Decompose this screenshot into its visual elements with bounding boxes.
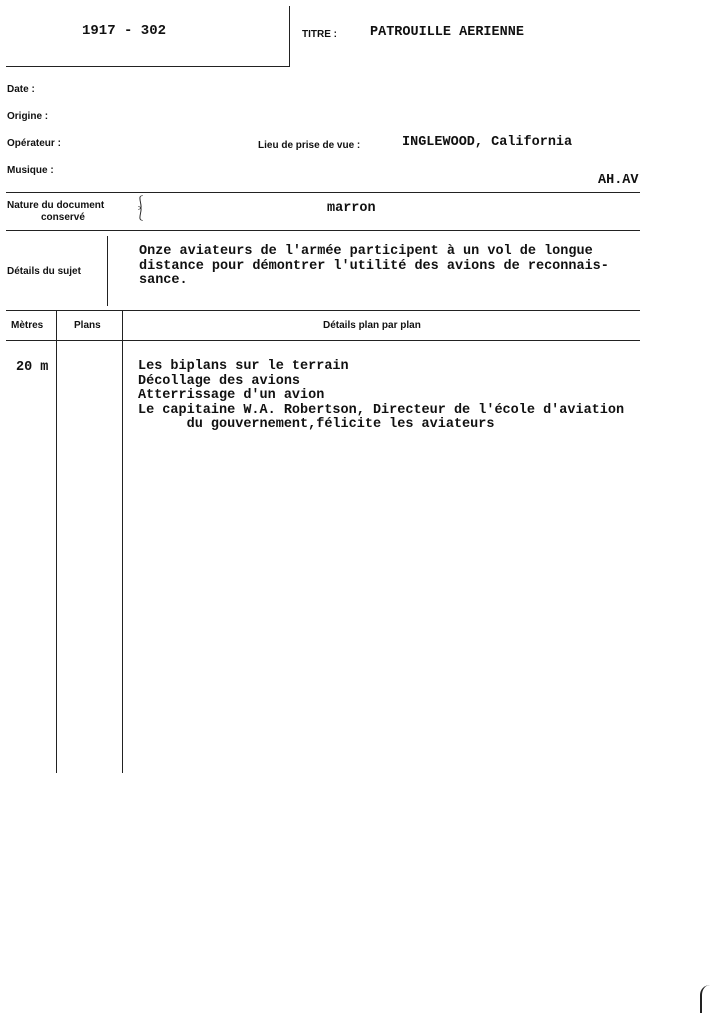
header-details: Détails plan par plan	[323, 320, 421, 331]
sujet-top-rule	[6, 230, 640, 231]
date-label: Date :	[7, 84, 35, 95]
archive-code: AH.AV	[598, 173, 639, 188]
header-box-right	[289, 6, 290, 67]
lieu-label: Lieu de prise de vue :	[258, 140, 361, 151]
sujet-line-3: sance.	[139, 273, 188, 288]
titre-value: PATROUILLE AERIENNE	[370, 25, 524, 40]
table-col-divider-1	[56, 311, 57, 773]
lieu-value: INGLEWOOD, California	[402, 135, 573, 150]
table-top-rule	[6, 310, 640, 311]
header-metres: Mètres	[11, 320, 44, 331]
table-header-rule	[6, 340, 640, 341]
nature-label-line1: Nature du document	[7, 200, 105, 211]
row-shot-line-2: Décollage des avions	[138, 374, 301, 389]
row-shot-line-4: Le capitaine W.A. Robertson, Directeur de l'école d'aviation	[138, 403, 625, 418]
page-corner-mark	[700, 985, 711, 1013]
document-reference: 1917 - 302	[82, 23, 167, 39]
header-plans: Plans	[74, 320, 101, 331]
header-box-bottom	[6, 66, 290, 67]
sujet-line-1: Onze aviateurs de l'armée participent à un vol de longue	[139, 244, 593, 259]
sujet-label: Détails du sujet	[7, 266, 81, 277]
titre-label: TITRE :	[302, 29, 337, 40]
nature-top-rule	[6, 192, 640, 193]
nature-brace: ⎰ ⎱	[134, 195, 148, 221]
nature-value: marron	[327, 201, 376, 216]
row-shot-line-1: Les biplans sur le terrain	[138, 359, 349, 374]
row-shot-line-3: Atterrissage d'un avion	[138, 388, 325, 403]
table-col-divider-2	[122, 311, 123, 773]
nature-label-line2: conservé	[41, 212, 85, 223]
sujet-brace-line	[107, 236, 108, 306]
sujet-line-2: distance pour démontrer l'utilité des avions de reconnais-	[139, 259, 609, 274]
operateur-label: Opérateur :	[7, 138, 61, 149]
row-shot-line-5: du gouvernement,félicite les aviateurs	[138, 417, 495, 432]
row-metres: 20 m	[16, 360, 49, 375]
origine-label: Origine :	[7, 111, 49, 122]
musique-label: Musique :	[7, 165, 54, 176]
